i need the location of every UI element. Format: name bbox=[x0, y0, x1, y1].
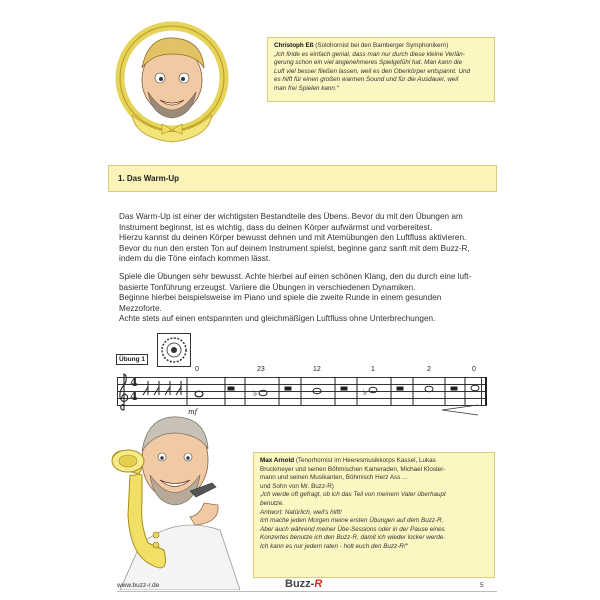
body-text bbox=[119, 212, 487, 332]
footer-website-link[interactable]: www.buzz-r.de bbox=[117, 582, 160, 589]
top-quote-line: gerung schon ein viel angenehmeres Spielgefühl hat. Man kann die bbox=[274, 59, 462, 67]
footer-logo bbox=[285, 578, 322, 591]
bottom-quote-line: Konzertes benutze ich den Buzz-R, damit ich wieder locker werde. bbox=[260, 534, 446, 542]
fingering-number: 23 bbox=[257, 366, 265, 373]
top-quote-line: es hilft für einen großen warmen Sound und für die Ausdauer, weil bbox=[274, 76, 459, 84]
bottom-quote-line: Antwort: Natürlich, weil's hilft! bbox=[260, 508, 342, 516]
time-signature-bottom: 4 bbox=[130, 390, 138, 403]
top-quote-line: man frei Spielen kann.“ bbox=[274, 84, 339, 92]
dynamic-marking: mf bbox=[188, 408, 198, 416]
fingering-number: 12 bbox=[313, 366, 321, 373]
footer-logo-accent: R bbox=[314, 578, 323, 590]
section-header-bar bbox=[108, 165, 497, 192]
top-quote-box bbox=[267, 37, 495, 102]
bottom-quote-line: Ich kann es nur jedem raten - holt euch den Buzz-R!“ bbox=[260, 542, 408, 550]
top-quote-role: (Solohornist bei den Bamberger Symphonikern) bbox=[315, 42, 449, 49]
section-title: 1. Das Warm-Up bbox=[118, 174, 180, 183]
body-line: indem du die Töne einfach kommen lässt. bbox=[119, 254, 271, 264]
bottom-quote-box bbox=[253, 452, 495, 578]
body-line: Das Warm-Up ist einer der wichtigsten Bestandteile des Übens. Bevor du mit den Übungen am bbox=[119, 212, 463, 221]
body-line: Instrument beginnst, ist es wichtig, dass du deinen Körper aufwärmst und vorbereitest. bbox=[119, 222, 433, 232]
page-number: 5 bbox=[480, 582, 484, 589]
decrescendo-mark bbox=[440, 404, 480, 416]
bottom-quote-line: „Ich werde oft gefragt, ob ich das Teil von meinem Vater überhaupt bbox=[260, 491, 446, 499]
svg-text:♭: ♭ bbox=[253, 389, 258, 399]
buzz-r-mouthpiece-icon bbox=[157, 333, 191, 367]
footer-logo-text: Buzz- bbox=[285, 578, 315, 590]
staff-notes bbox=[225, 377, 487, 405]
body-line: basierte Tonführung erzeugst. Variiere die Übungen in verschiedenen Dynamiken. bbox=[119, 282, 416, 292]
time-signature-top: 4 bbox=[130, 376, 138, 389]
fingering-number: 0 bbox=[195, 366, 199, 373]
body-line: Spiele die Übungen sehr bewusst. Achte hierbei auf einen schönen Klang, den du durch eine luft- bbox=[119, 271, 472, 281]
exercise-label: Übung 1 bbox=[116, 354, 148, 365]
bottom-quote-line: Aber auch während meiner Übe-Sessions oder in der Pause eines bbox=[260, 525, 445, 533]
top-quote-line: Luft viel besser fließen lassen, weil es den Oberkörper entspannt. Und bbox=[274, 67, 471, 75]
body-line: Achte stets auf einen entspannten und gleichmäßigen Luftfluss ohne Unterbrechungen. bbox=[119, 314, 436, 324]
measure-1-notes bbox=[139, 377, 229, 405]
euphonium-player-caricature bbox=[100, 405, 250, 590]
body-paragraph-1 bbox=[119, 212, 487, 265]
fingering-number: 1 bbox=[371, 366, 375, 373]
fingering-number: 0 bbox=[472, 366, 476, 373]
bottom-quote-role-line: mann und seinen Musikanten, Böhmisch Herz Ass ... bbox=[260, 474, 408, 482]
body-line: Hierzu kannst du deinen Körper bewusst dehnen und mit Atemübungen den Luftfluss aktivieren. bbox=[119, 233, 467, 243]
music-staff bbox=[117, 366, 487, 405]
body-line: Mezzoforte. bbox=[119, 303, 162, 313]
bottom-quote-role-line: Bruckmeyer und seinen Böhmischen Kameraden, Michael Kloster- bbox=[260, 465, 446, 473]
body-line: Bevor du nun den ersten Ton auf deinem Instrument spielst, beginne ganz sanft mit dem Buzz-R, bbox=[119, 243, 470, 253]
body-paragraph-2 bbox=[119, 272, 487, 325]
bottom-quote-line: Ich mache jeden Morgen meine ersten Übungen auf dem Buzz-R. bbox=[260, 517, 444, 525]
top-quote-line: „Ich finde es einfach genial, dass man nur durch diese kleine Verlän- bbox=[274, 50, 465, 58]
bottom-quote-name: Max Arnold bbox=[260, 457, 295, 464]
bottom-quote-role-line: (Tenorhornist im Heeresmusikkorps Kassel, Lukas bbox=[295, 457, 436, 464]
bottom-quote-role-line: und Sohn von Mr. Buzz-R) bbox=[260, 482, 334, 490]
footer-divider bbox=[117, 591, 497, 592]
bottom-quote-line: benutze. bbox=[260, 499, 285, 507]
fingering-number: 2 bbox=[427, 366, 431, 373]
svg-text:♭: ♭ bbox=[363, 388, 368, 398]
body-line: Beginne hierbei beispielsweise im Piano und spiele die zweite Runde in einem gesunden bbox=[119, 293, 442, 303]
horn-player-caricature bbox=[112, 20, 242, 150]
top-quote-name: Christoph Eß bbox=[274, 42, 314, 49]
